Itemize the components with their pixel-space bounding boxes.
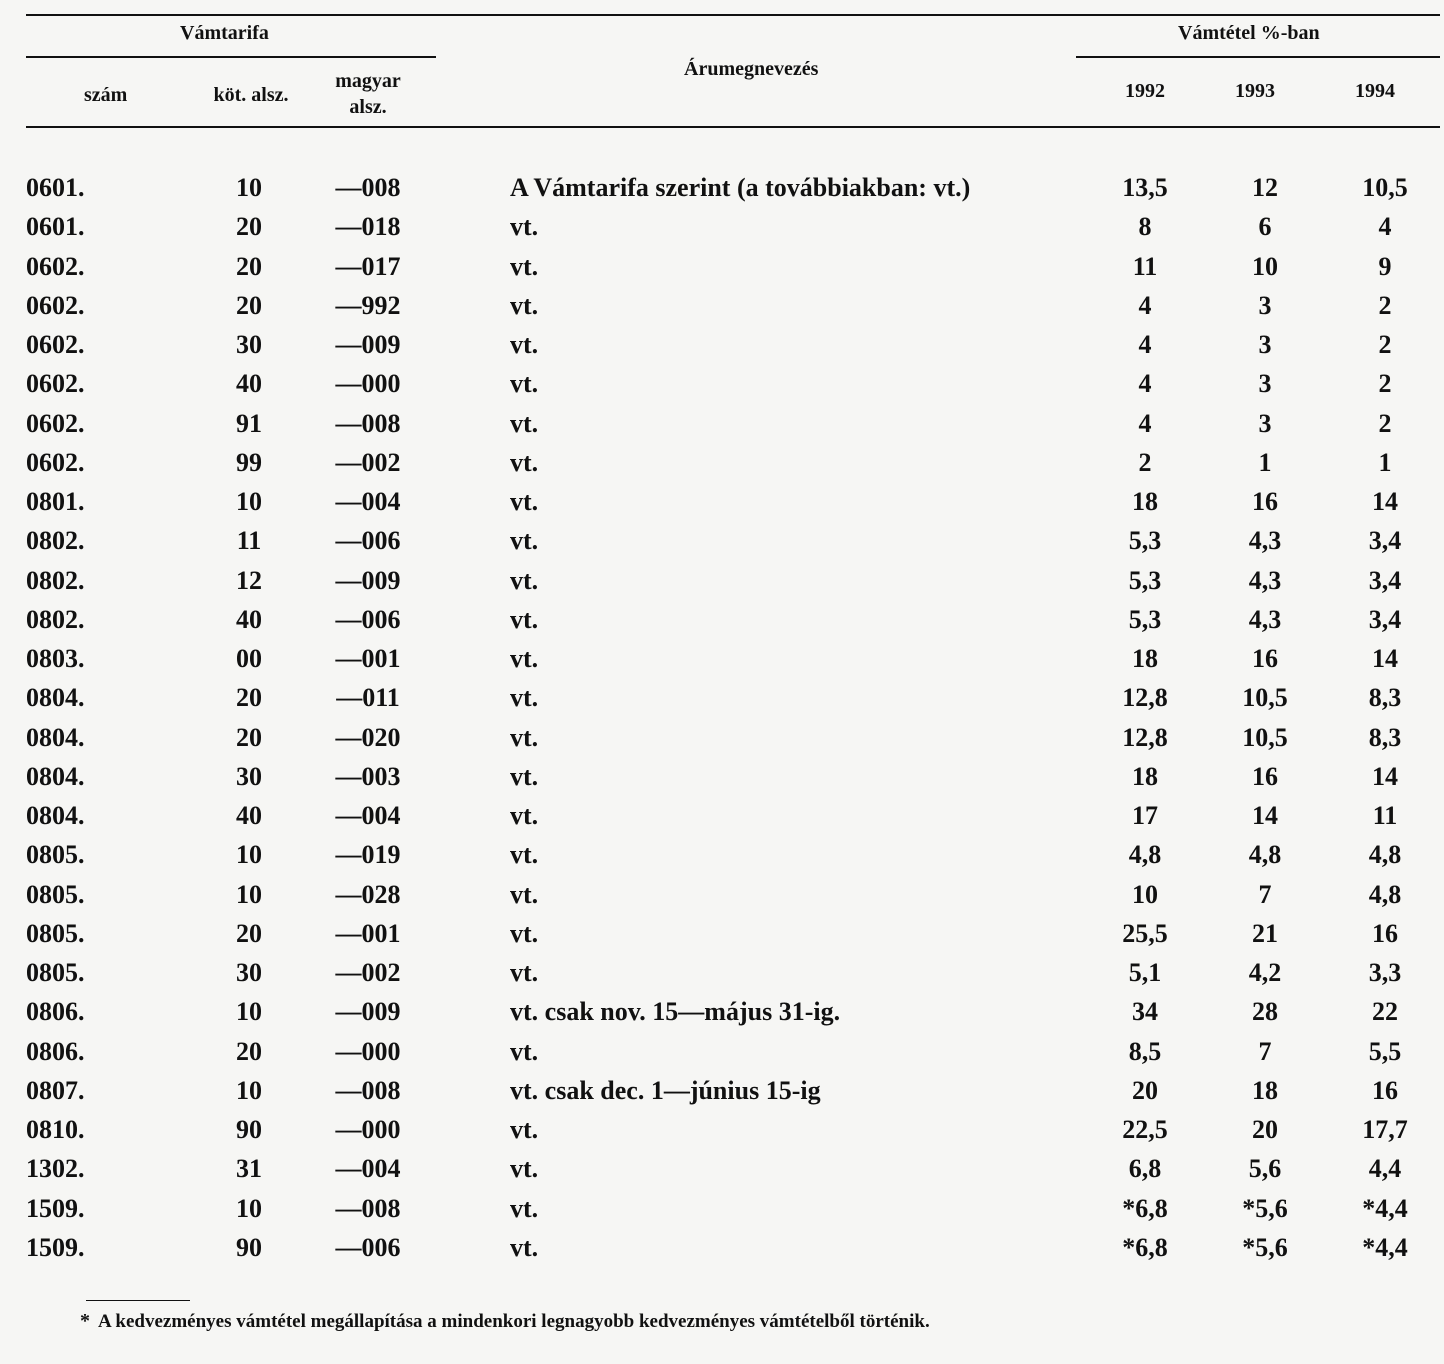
cell-rate-1992: 12,8 xyxy=(1122,683,1168,713)
cell-magyar-alsz: —008 xyxy=(335,1193,401,1223)
cell-szam: 0805. xyxy=(26,879,85,909)
cell-kot-alsz: 31 xyxy=(236,1154,262,1184)
header-bottom-rule xyxy=(26,126,1440,128)
cell-kot-alsz: 10 xyxy=(236,840,262,870)
cell-rate-1993: 16 xyxy=(1252,761,1278,791)
cell-magyar-alsz: —002 xyxy=(335,958,401,987)
cell-arumegnevezes: vt. xyxy=(510,683,539,713)
cell-rate-1993: 10 xyxy=(1252,251,1278,281)
top-rule xyxy=(26,14,1440,16)
cell-kot-alsz: 30 xyxy=(236,958,262,987)
cell-szam: 0801. xyxy=(26,487,85,516)
cell-arumegnevezes: vt. xyxy=(510,565,539,595)
cell-arumegnevezes: vt. xyxy=(510,487,539,516)
header-vamtetel: Vámtétel %-ban xyxy=(1178,22,1320,44)
cell-magyar-alsz: —020 xyxy=(335,722,401,752)
cell-rate-1993: 7 xyxy=(1258,879,1272,909)
header-kot-alsz: köt. alsz. xyxy=(213,84,289,106)
cell-rate-1992: 6,8 xyxy=(1128,1154,1162,1184)
table-row xyxy=(0,1071,1444,1110)
table-row xyxy=(0,757,1444,796)
cell-kot-alsz: 10 xyxy=(236,879,262,909)
cell-rate-1994: 4,8 xyxy=(1368,840,1402,870)
cell-arumegnevezes: vt. xyxy=(510,526,539,556)
table-row xyxy=(0,286,1444,325)
cell-magyar-alsz: —008 xyxy=(335,1075,401,1105)
cell-rate-1994: 3,4 xyxy=(1368,526,1402,556)
cell-rate-1994: 4 xyxy=(1378,212,1392,242)
cell-rate-1993: *5,6 xyxy=(1242,1232,1288,1262)
cell-kot-alsz: 12 xyxy=(236,565,262,595)
header-rule-vamtarifa xyxy=(26,56,436,58)
header-magyar-alsz-line1: magyar xyxy=(335,70,401,92)
cell-magyar-alsz: —001 xyxy=(335,918,401,948)
cell-rate-1993: 4,3 xyxy=(1248,565,1282,595)
cell-kot-alsz: 30 xyxy=(236,761,262,791)
cell-rate-1992: 4 xyxy=(1138,408,1152,438)
header-rule-vamtetel xyxy=(1076,56,1440,58)
cell-magyar-alsz: —006 xyxy=(335,604,401,634)
cell-rate-1993: 16 xyxy=(1252,644,1278,673)
cell-arumegnevezes: vt. xyxy=(510,801,539,830)
cell-rate-1993: 20 xyxy=(1252,1115,1278,1144)
cell-rate-1992: 25,5 xyxy=(1122,918,1168,948)
cell-kot-alsz: 20 xyxy=(236,722,262,752)
cell-rate-1994: 5,5 xyxy=(1368,1036,1402,1066)
cell-kot-alsz: 90 xyxy=(236,1232,262,1262)
cell-rate-1993: 12 xyxy=(1252,173,1278,202)
cell-szam: 0804. xyxy=(26,761,85,791)
cell-rate-1993: 5,6 xyxy=(1248,1154,1282,1184)
cell-rate-1992: 8 xyxy=(1138,212,1152,242)
table-row xyxy=(0,1228,1444,1267)
cell-rate-1994: *4,4 xyxy=(1362,1232,1408,1262)
table-row xyxy=(0,953,1444,992)
cell-kot-alsz: 10 xyxy=(236,997,262,1027)
cell-rate-1992: 2 xyxy=(1138,447,1152,477)
table-row xyxy=(0,404,1444,443)
cell-arumegnevezes: vt. xyxy=(510,1154,539,1184)
cell-szam: 0602. xyxy=(26,408,85,438)
cell-rate-1992: 4 xyxy=(1138,290,1152,320)
cell-kot-alsz: 20 xyxy=(236,1036,262,1066)
cell-rate-1994: 14 xyxy=(1372,644,1398,673)
cell-rate-1993: 3 xyxy=(1258,290,1272,320)
cell-rate-1994: 11 xyxy=(1372,801,1398,830)
cell-rate-1994: 17,7 xyxy=(1362,1115,1408,1144)
cell-arumegnevezes: vt. xyxy=(510,408,539,438)
header-year-1993: 1993 xyxy=(1235,80,1275,102)
cell-arumegnevezes: vt. csak dec. 1—június 15-ig xyxy=(510,1075,821,1105)
cell-rate-1994: 4,4 xyxy=(1368,1154,1402,1184)
cell-kot-alsz: 10 xyxy=(236,1193,262,1223)
cell-rate-1992: 13,5 xyxy=(1122,173,1168,202)
cell-szam: 0602. xyxy=(26,290,85,320)
cell-rate-1992: 34 xyxy=(1132,997,1158,1027)
cell-rate-1994: 14 xyxy=(1372,487,1398,516)
cell-rate-1992: 18 xyxy=(1132,487,1158,516)
cell-kot-alsz: 40 xyxy=(236,801,262,830)
table-row xyxy=(0,1110,1444,1149)
cell-rate-1993: 18 xyxy=(1252,1075,1278,1105)
cell-rate-1993: 3 xyxy=(1258,408,1272,438)
cell-magyar-alsz: —009 xyxy=(335,997,401,1027)
cell-rate-1993: 4,3 xyxy=(1248,604,1282,634)
cell-arumegnevezes: vt. xyxy=(510,1193,539,1223)
table-row xyxy=(0,639,1444,678)
cell-rate-1994: 3,4 xyxy=(1368,604,1402,634)
cell-rate-1993: 3 xyxy=(1258,330,1272,359)
cell-rate-1992: 12,8 xyxy=(1122,722,1168,752)
cell-rate-1994: 10,5 xyxy=(1362,173,1408,202)
cell-rate-1993: 1 xyxy=(1258,447,1272,477)
cell-rate-1994: 1 xyxy=(1378,447,1392,477)
cell-szam: 0805. xyxy=(26,918,85,948)
cell-kot-alsz: 11 xyxy=(236,526,262,556)
cell-rate-1994: 2 xyxy=(1378,330,1392,359)
cell-szam: 1302. xyxy=(26,1154,85,1184)
cell-rate-1993: 21 xyxy=(1252,918,1278,948)
cell-szam: 0601. xyxy=(26,212,85,242)
cell-arumegnevezes: vt. xyxy=(510,330,539,359)
cell-szam: 0602. xyxy=(26,330,85,359)
cell-arumegnevezes: vt. xyxy=(510,958,539,987)
table-row xyxy=(0,168,1444,207)
cell-magyar-alsz: —009 xyxy=(335,330,401,359)
table-row xyxy=(0,1149,1444,1188)
cell-arumegnevezes: vt. xyxy=(510,840,539,870)
cell-rate-1992: 20 xyxy=(1132,1075,1158,1105)
cell-arumegnevezes: A Vámtarifa szerint (a továbbiakban: vt.) xyxy=(510,173,971,202)
cell-arumegnevezes: vt. xyxy=(510,722,539,752)
cell-rate-1993: 16 xyxy=(1252,487,1278,516)
cell-szam: 0804. xyxy=(26,801,85,830)
cell-magyar-alsz: —992 xyxy=(335,290,401,320)
cell-rate-1994: 8,3 xyxy=(1368,683,1402,713)
cell-magyar-alsz: —004 xyxy=(335,801,401,830)
cell-rate-1994: 3,3 xyxy=(1368,958,1402,987)
cell-rate-1994: *4,4 xyxy=(1362,1193,1408,1223)
table-row xyxy=(0,678,1444,717)
cell-szam: 0602. xyxy=(26,251,85,281)
cell-rate-1993: 10,5 xyxy=(1242,683,1288,713)
cell-rate-1993: 3 xyxy=(1258,369,1272,399)
cell-magyar-alsz: —002 xyxy=(335,447,401,477)
cell-rate-1992: 4 xyxy=(1138,369,1152,399)
cell-rate-1994: 9 xyxy=(1378,251,1392,281)
table-row xyxy=(0,835,1444,874)
cell-rate-1994: 16 xyxy=(1372,1075,1398,1105)
table-row xyxy=(0,1189,1444,1228)
cell-rate-1992: 18 xyxy=(1132,761,1158,791)
cell-rate-1993: 7 xyxy=(1258,1036,1272,1066)
table-row xyxy=(0,600,1444,639)
cell-magyar-alsz: —006 xyxy=(335,1232,401,1262)
cell-magyar-alsz: —009 xyxy=(335,565,401,595)
cell-szam: 0802. xyxy=(26,604,85,634)
cell-kot-alsz: 00 xyxy=(236,644,262,673)
cell-rate-1994: 3,4 xyxy=(1368,565,1402,595)
cell-magyar-alsz: —004 xyxy=(335,487,401,516)
cell-szam: 0601. xyxy=(26,173,85,202)
cell-magyar-alsz: —011 xyxy=(336,683,400,713)
cell-szam: 0802. xyxy=(26,565,85,595)
cell-kot-alsz: 10 xyxy=(236,1075,262,1105)
footnote-text: A kedvezményes vámtétel megállapítása a mindenkori legnagyobb kedvezményes vámtételből történik. xyxy=(98,1311,930,1332)
cell-kot-alsz: 90 xyxy=(236,1115,262,1144)
cell-kot-alsz: 20 xyxy=(236,290,262,320)
header-szam: szám xyxy=(84,84,128,106)
cell-szam: 1509. xyxy=(26,1193,85,1223)
cell-kot-alsz: 30 xyxy=(236,330,262,359)
cell-rate-1992: 8,5 xyxy=(1128,1036,1162,1066)
cell-kot-alsz: 20 xyxy=(236,212,262,242)
cell-rate-1994: 2 xyxy=(1378,369,1392,399)
cell-szam: 0602. xyxy=(26,447,85,477)
cell-rate-1993: 4,3 xyxy=(1248,526,1282,556)
cell-magyar-alsz: —018 xyxy=(335,212,401,242)
cell-kot-alsz: 91 xyxy=(236,408,262,438)
cell-rate-1992: 4 xyxy=(1138,330,1152,359)
cell-rate-1992: 5,1 xyxy=(1128,958,1162,987)
cell-arumegnevezes: vt. xyxy=(510,918,539,948)
cell-szam: 0803. xyxy=(26,644,85,673)
table-row xyxy=(0,1032,1444,1071)
cell-magyar-alsz: —008 xyxy=(335,408,401,438)
cell-rate-1992: 10 xyxy=(1132,879,1158,909)
cell-magyar-alsz: —003 xyxy=(335,761,401,791)
cell-kot-alsz: 10 xyxy=(236,487,262,516)
cell-rate-1994: 8,3 xyxy=(1368,722,1402,752)
cell-rate-1994: 2 xyxy=(1378,290,1392,320)
cell-rate-1992: 22,5 xyxy=(1122,1115,1168,1144)
cell-arumegnevezes: vt. xyxy=(510,644,539,673)
cell-szam: 0806. xyxy=(26,1036,85,1066)
cell-rate-1993: *5,6 xyxy=(1242,1193,1288,1223)
cell-rate-1992: 11 xyxy=(1132,251,1158,281)
cell-szam: 0802. xyxy=(26,526,85,556)
table-row xyxy=(0,443,1444,482)
cell-arumegnevezes: vt. xyxy=(510,290,539,320)
table-row xyxy=(0,364,1444,403)
header-magyar-alsz-line2: alsz. xyxy=(349,96,387,118)
header-year-1994: 1994 xyxy=(1355,80,1395,102)
cell-arumegnevezes: vt. xyxy=(510,369,539,399)
cell-arumegnevezes: vt. xyxy=(510,447,539,477)
cell-magyar-alsz: —028 xyxy=(335,879,401,909)
table-row xyxy=(0,914,1444,953)
cell-magyar-alsz: —019 xyxy=(335,840,401,870)
cell-kot-alsz: 99 xyxy=(236,447,262,477)
cell-szam: 1509. xyxy=(26,1232,85,1262)
cell-arumegnevezes: vt. xyxy=(510,879,539,909)
cell-arumegnevezes: vt. csak nov. 15—május 31-ig. xyxy=(510,997,841,1027)
cell-rate-1993: 14 xyxy=(1252,801,1278,830)
table-row xyxy=(0,796,1444,835)
cell-rate-1992: 5,3 xyxy=(1128,526,1162,556)
cell-rate-1992: 4,8 xyxy=(1128,840,1162,870)
footnote-rule xyxy=(86,1300,190,1301)
cell-arumegnevezes: vt. xyxy=(510,1232,539,1262)
cell-rate-1993: 4,8 xyxy=(1248,840,1282,870)
table-row xyxy=(0,875,1444,914)
cell-rate-1993: 28 xyxy=(1252,997,1278,1027)
table-row xyxy=(0,561,1444,600)
cell-szam: 0806. xyxy=(26,997,85,1027)
table-row xyxy=(0,992,1444,1031)
table-row xyxy=(0,207,1444,246)
cell-rate-1994: 22 xyxy=(1372,997,1398,1027)
cell-kot-alsz: 20 xyxy=(236,918,262,948)
cell-magyar-alsz: —001 xyxy=(335,644,401,673)
cell-arumegnevezes: vt. xyxy=(510,212,539,242)
cell-magyar-alsz: —000 xyxy=(335,1036,401,1066)
cell-szam: 0804. xyxy=(26,722,85,752)
cell-kot-alsz: 10 xyxy=(236,173,262,202)
header-year-1992: 1992 xyxy=(1125,80,1165,102)
cell-szam: 0807. xyxy=(26,1075,85,1105)
cell-magyar-alsz: —004 xyxy=(335,1154,401,1184)
cell-kot-alsz: 40 xyxy=(236,604,262,634)
footnote-mark: * xyxy=(80,1310,90,1332)
cell-arumegnevezes: vt. xyxy=(510,604,539,634)
cell-magyar-alsz: —000 xyxy=(335,1115,401,1144)
table-row xyxy=(0,482,1444,521)
cell-magyar-alsz: —017 xyxy=(335,251,401,281)
cell-rate-1992: *6,8 xyxy=(1122,1193,1168,1223)
cell-rate-1994: 2 xyxy=(1378,408,1392,438)
cell-arumegnevezes: vt. xyxy=(510,1036,539,1066)
cell-rate-1994: 14 xyxy=(1372,761,1398,791)
cell-rate-1993: 6 xyxy=(1258,212,1272,242)
cell-arumegnevezes: vt. xyxy=(510,761,539,791)
cell-arumegnevezes: vt. xyxy=(510,1115,539,1144)
header-arumegnevezes: Árumegnevezés xyxy=(684,58,819,80)
cell-rate-1992: *6,8 xyxy=(1122,1232,1168,1262)
cell-szam: 0805. xyxy=(26,840,85,870)
cell-arumegnevezes: vt. xyxy=(510,251,539,281)
cell-magyar-alsz: —008 xyxy=(335,173,401,202)
cell-rate-1994: 16 xyxy=(1372,918,1398,948)
cell-szam: 0602. xyxy=(26,369,85,399)
table-row xyxy=(0,521,1444,560)
cell-kot-alsz: 20 xyxy=(236,683,262,713)
cell-rate-1993: 10,5 xyxy=(1242,722,1288,752)
cell-magyar-alsz: —000 xyxy=(335,369,401,399)
cell-kot-alsz: 40 xyxy=(236,369,262,399)
table-row xyxy=(0,325,1444,364)
cell-szam: 0810. xyxy=(26,1115,85,1144)
cell-rate-1992: 5,3 xyxy=(1128,565,1162,595)
cell-rate-1993: 4,2 xyxy=(1248,958,1282,987)
cell-szam: 0805. xyxy=(26,958,85,987)
header-vamtarifa: Vámtarifa xyxy=(180,22,269,44)
cell-szam: 0804. xyxy=(26,683,85,713)
cell-rate-1992: 18 xyxy=(1132,644,1158,673)
footnote xyxy=(80,1310,930,1333)
cell-rate-1994: 4,8 xyxy=(1368,879,1402,909)
table-row xyxy=(0,718,1444,757)
cell-kot-alsz: 20 xyxy=(236,251,262,281)
cell-magyar-alsz: —006 xyxy=(335,526,401,556)
cell-rate-1992: 17 xyxy=(1132,801,1158,830)
table-row xyxy=(0,247,1444,286)
cell-rate-1992: 5,3 xyxy=(1128,604,1162,634)
